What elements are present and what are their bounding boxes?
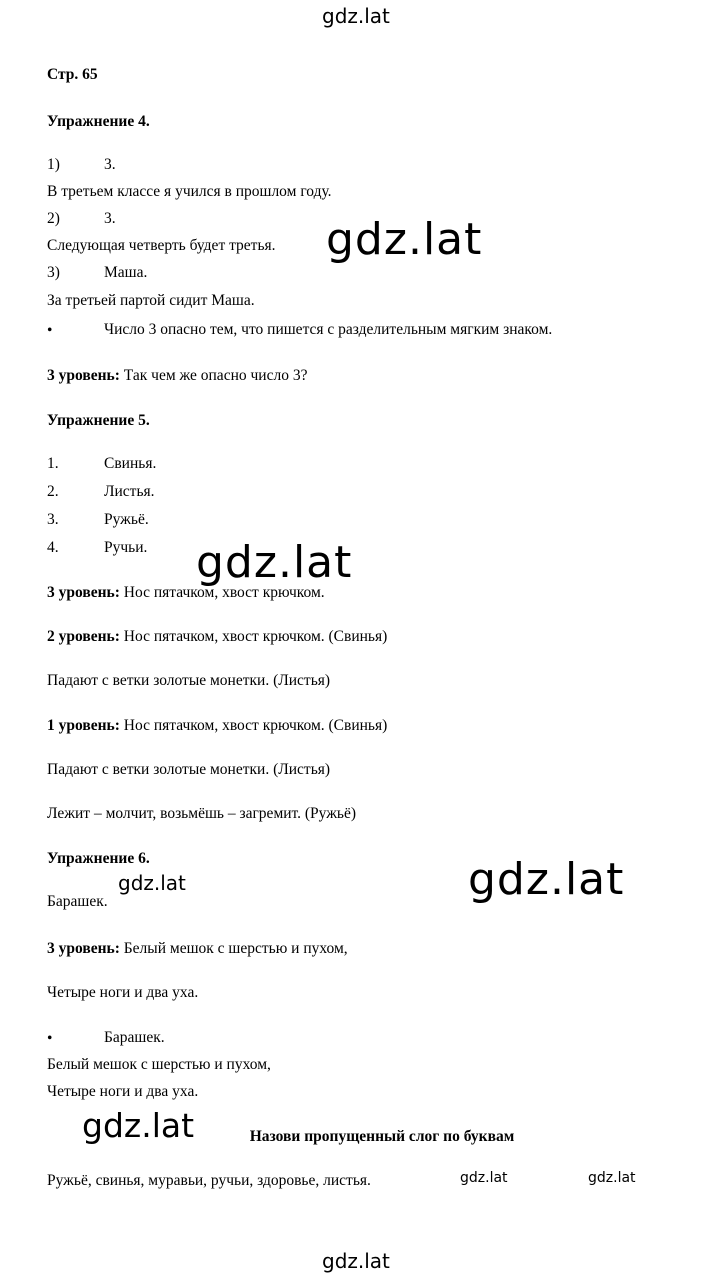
ex5-item4-num: 4. (47, 539, 59, 556)
ex5-heading: Упражнение 5. (47, 412, 150, 429)
ex4-item1-answer: 3. (104, 156, 116, 173)
ex4-item3-answer: Маша. (104, 264, 148, 281)
ex4-level3-text: Так чем же опасно число 3? (123, 367, 308, 384)
ex6-level3-line2: Четыре ноги и два уха. (47, 984, 199, 1001)
ex5-item3-num: 3. (47, 511, 59, 528)
ex6-line2: Белый мешок с шерстью и пухом, (47, 1056, 271, 1073)
ex6-answer: Барашек. (47, 893, 108, 910)
ex5-level1-label: 1 уровень: (47, 717, 120, 734)
ex4-level3 (47, 367, 307, 385)
ex4-item3-sentence: За третьей партой сидит Маша. (47, 292, 255, 309)
watermark-6: gdz.lat (460, 1170, 508, 1186)
ex5-level2-label: 2 уровень: (47, 628, 120, 645)
ex5-level2-line2: Падают с ветки золотые монетки. (Листья) (47, 672, 331, 689)
ex4-item1-num: 1) (47, 156, 60, 173)
ex5-level3-text: Нос пятачком, хвост крючком. (123, 584, 325, 601)
ex5-level3 (47, 584, 325, 602)
ex5-item2-text: Листья. (104, 483, 155, 500)
ex5-item4-text: Ручьи. (104, 539, 148, 556)
watermark-2: gdz.lat (196, 537, 353, 588)
ex6-heading: Упражнение 6. (47, 850, 150, 867)
ex4-item2-sentence: Следующая четверть будет третья. (47, 237, 276, 254)
page-label: Стр. 65 (47, 66, 98, 83)
ex5-level2 (47, 628, 387, 646)
final-text: Ружьё, свинья, муравьи, ручьи, здоровье, листья. (47, 1172, 371, 1189)
ex6-bullet: • (47, 1030, 53, 1047)
ex6-level3 (47, 940, 348, 958)
watermark-4: gdz.lat (118, 871, 186, 895)
ex4-bullet: • (47, 322, 53, 339)
ex5-level2-text: Нос пятачком, хвост крючком. (Свинья) (123, 628, 388, 645)
ex4-level3-label: 3 уровень: (47, 367, 120, 384)
ex4-bullet-text: Число 3 опасно тем, что пишется с разделительным мягким знаком. (104, 321, 553, 338)
ex5-level1-line2: Падают с ветки золотые монетки. (Листья) (47, 761, 331, 778)
ex4-item2-answer: 3. (104, 210, 116, 227)
ex6-level3-text: Белый мешок с шерстью и пухом, (123, 940, 348, 957)
ex5-item2-num: 2. (47, 483, 59, 500)
ex4-item3-num: 3) (47, 264, 60, 281)
ex6-line3: Четыре ноги и два уха. (47, 1083, 199, 1100)
ex5-level1-line3: Лежит – молчит, возьмёшь – загремит. (Ружьё) (47, 805, 357, 822)
watermark-3: gdz.lat (468, 854, 625, 905)
ex5-level1-text: Нос пятачком, хвост крючком. (Свинья) (123, 717, 388, 734)
watermark-bottom: gdz.lat (322, 1249, 390, 1273)
watermark-top: gdz.lat (322, 4, 390, 28)
watermark-5: gdz.lat (82, 1106, 195, 1145)
ex5-level3-label: 3 уровень: (47, 584, 120, 601)
watermark-1: gdz.lat (326, 214, 483, 265)
ex4-item2-num: 2) (47, 210, 60, 227)
ex6-bullet-text: Барашек. (104, 1029, 165, 1046)
ex5-level1 (47, 717, 387, 735)
ex6-level3-label: 3 уровень: (47, 940, 120, 957)
ex5-item1-text: Свинья. (104, 455, 157, 472)
ex4-heading: Упражнение 4. (47, 113, 150, 130)
final-title: Назови пропущенный слог по буквам (249, 1128, 515, 1145)
watermark-7: gdz.lat (588, 1170, 636, 1186)
ex4-item1-sentence: В третьем классе я учился в прошлом году. (47, 183, 332, 200)
ex5-item1-num: 1. (47, 455, 59, 472)
ex5-item3-text: Ружьё. (104, 511, 149, 528)
